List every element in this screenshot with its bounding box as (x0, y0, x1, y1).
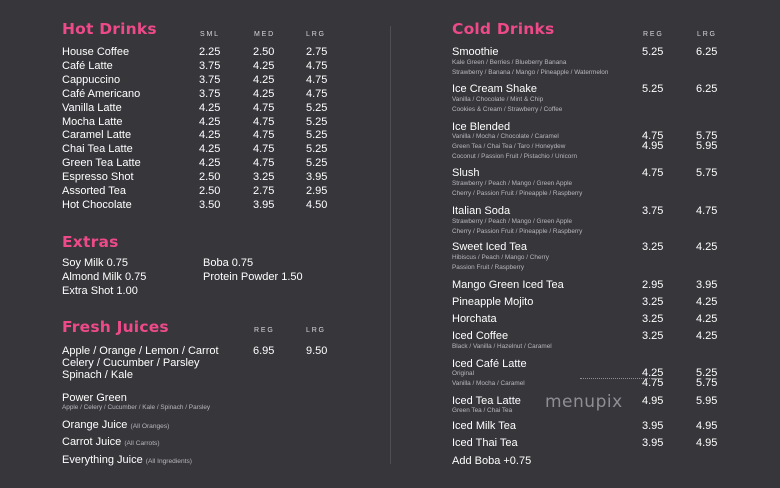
carrot-juice-name: Carrot Juice (62, 436, 122, 448)
everything-juice-note: (All Ingredients) (145, 458, 192, 465)
hot-drink-row (62, 156, 342, 170)
col-lrg: LRG (306, 327, 326, 334)
hot-drink-price-lrg: 2.95 (306, 185, 328, 197)
italian-soda-name: Italian Soda (452, 205, 511, 217)
iced-thai-tea-price-reg: 3.95 (642, 437, 664, 449)
blended-flavors: Green Tea / Chai Tea / Taro / Honeydew (452, 143, 566, 150)
hot-drink-name: Espresso Shot (62, 171, 134, 184)
hot-drink-price-med: 3.25 (253, 171, 275, 184)
fresh-juices-heading: Fresh Juices (62, 318, 169, 336)
extra-item: Soy Milk 0.75 (62, 257, 129, 269)
iced-coffee-price-reg: 3.25 (642, 330, 664, 342)
iced-cafe-latte-price-reg-2: 4.75 (642, 377, 664, 389)
hot-drink-row (62, 87, 342, 101)
smoothie-price-reg: 5.25 (642, 46, 664, 58)
iced-cafe-latte-price-lrg: 5.25 (696, 367, 718, 379)
hot-drink-price-lrg: 4.75 (306, 73, 328, 86)
iced-tea-latte-price-reg: 4.95 (642, 395, 664, 407)
horchata-price-reg: 3.25 (642, 313, 664, 325)
hot-drink-name: Caramel Latte (62, 129, 132, 142)
hot-drink-price-lrg: 5.25 (306, 115, 328, 128)
slush-price-lrg: 5.75 (696, 167, 718, 179)
everything-juice-name: Everything Juice (62, 454, 143, 466)
hot-drink-price-sml: 4.25 (199, 143, 221, 156)
shake-flavors: Vanilla / Chocolate / Mint & Chip (452, 96, 544, 103)
italian-soda-flavors: Strawberry / Peach / Mango / Green Apple (452, 218, 573, 225)
hot-drink-price-sml: 2.25 (199, 46, 221, 58)
hot-drink-price-lrg: 3.95 (306, 171, 328, 184)
iced-coffee-name: Iced Coffee (452, 330, 509, 342)
hot-drink-price-med: 4.75 (253, 143, 275, 156)
blended-flavors: Coconut / Passion Fruit / Pistachio / Unicorn (452, 153, 578, 160)
hot-drink-name: Assorted Tea (62, 185, 127, 197)
hot-drink-price-med: 4.25 (253, 73, 275, 86)
iced-coffee-price-lrg: 4.25 (696, 330, 718, 342)
blended-price-lrg: 5.75 (696, 130, 718, 142)
hot-drink-price-med: 4.75 (253, 129, 275, 142)
iced-coffee-flavors: Black / Vanilla / Hazelnut / Caramel (452, 343, 552, 350)
hot-drink-price-med: 3.95 (253, 198, 275, 211)
extras-heading: Extras (62, 233, 119, 251)
slush-price-reg: 4.75 (642, 167, 664, 179)
hot-drink-price-lrg: 5.25 (306, 143, 328, 156)
power-green-name: Power Green (62, 392, 127, 404)
hot-drink-name: Café Americano (62, 87, 141, 100)
italian-soda-flavors: Cherry / Passion Fruit / Pineapple / Raspberry (452, 228, 583, 235)
hot-drink-row (62, 45, 342, 59)
carrot-juice-row (62, 435, 160, 451)
iced-thai-tea-name: Iced Thai Tea (452, 437, 518, 449)
hot-drink-price-lrg: 4.50 (306, 198, 328, 211)
hot-drink-name: Green Tea Latte (62, 157, 141, 170)
juice-blend-line: Apple / Orange / Lemon / Carrot (62, 345, 219, 357)
sweet-tea-flavors: Passion Fruit / Raspberry (452, 264, 525, 271)
hot-drink-row (62, 128, 342, 142)
hot-drink-name: Chai Tea Latte (62, 143, 133, 156)
hot-drink-price-med: 4.25 (253, 59, 275, 72)
hot-drink-price-med: 4.25 (253, 87, 275, 100)
extra-item: Boba 0.75 (203, 257, 254, 269)
hot-drink-price-sml: 3.75 (199, 73, 221, 86)
hot-drink-name: Vanilla Latte (62, 101, 122, 114)
hot-drink-price-lrg: 5.25 (306, 101, 328, 114)
hot-drink-price-med: 4.75 (253, 157, 275, 170)
hot-drink-price-med: 2.75 (253, 185, 275, 197)
italian-soda-price-lrg: 4.75 (696, 205, 718, 217)
smoothie-flavors: Strawberry / Banana / Mango / Pineapple / Watermelon (452, 69, 609, 76)
hot-drink-name: House Coffee (62, 46, 130, 58)
juice-blend-price-lrg: 9.50 (306, 345, 328, 357)
watermark-dots (580, 378, 658, 379)
hot-drink-name: Hot Chocolate (62, 198, 132, 211)
juice-blend-line: Spinach / Kale (62, 369, 133, 381)
juice-blend-line: Celery / Cucumber / Parsley (62, 357, 200, 369)
menupix-watermark: menupix (545, 392, 623, 412)
col-sml: SML (200, 31, 220, 38)
italian-soda-price-reg: 3.75 (642, 205, 664, 217)
hot-drink-row (62, 170, 342, 184)
hot-drink-price-med: 2.50 (253, 46, 275, 58)
sweet-tea-price-lrg: 4.25 (696, 241, 718, 253)
cold-drinks-heading: Cold Drinks (452, 20, 555, 38)
iced-tea-latte-sub: Green Tea / Chai Tea (452, 407, 513, 414)
shake-price-reg: 5.25 (642, 83, 664, 95)
blended-price-reg-2: 4.95 (642, 140, 664, 152)
hot-drink-row (62, 142, 342, 156)
hot-drink-row (62, 59, 342, 73)
iced-cafe-latte-name: Iced Café Latte (452, 358, 527, 370)
horchata-price-lrg: 4.25 (696, 313, 718, 325)
hot-drink-price-lrg: 2.75 (306, 46, 328, 58)
hot-drink-price-sml: 4.25 (199, 101, 221, 114)
iced-thai-tea-price-lrg: 4.95 (696, 437, 718, 449)
iced-tea-latte-price-lrg: 5.95 (696, 395, 718, 407)
col-lrg: LRG (697, 31, 717, 38)
everything-juice-row (62, 453, 192, 469)
hot-drink-price-sml: 4.25 (199, 115, 221, 128)
add-boba: Add Boba +0.75 (452, 455, 532, 467)
hot-drink-row (62, 101, 342, 115)
iced-cafe-latte-sub: Vanilla / Mocha / Caramel (452, 380, 525, 387)
sweet-tea-name: Sweet Iced Tea (452, 241, 528, 253)
iced-tea-latte-name: Iced Tea Latte (452, 395, 521, 407)
hot-drink-price-med: 4.75 (253, 115, 275, 128)
col-reg: REG (643, 31, 664, 38)
hot-drink-price-sml: 4.25 (199, 157, 221, 170)
hot-drink-name: Mocha Latte (62, 115, 123, 128)
hot-drink-name: Café Latte (62, 59, 113, 72)
slush-flavors: Cherry / Passion Fruit / Pineapple / Raspberry (452, 190, 583, 197)
hot-drink-price-lrg: 5.25 (306, 129, 328, 142)
iced-milk-tea-name: Iced Milk Tea (452, 420, 516, 432)
sweet-tea-price-reg: 3.25 (642, 241, 664, 253)
mango-tea-price-reg: 2.95 (642, 279, 664, 291)
blended-price-reg: 4.75 (642, 130, 664, 142)
smoothie-price-lrg: 6.25 (696, 46, 718, 58)
shake-name: Ice Cream Shake (452, 83, 537, 95)
orange-juice-row (62, 418, 169, 434)
horchata-name: Horchata (452, 313, 497, 325)
mango-tea-name: Mango Green Iced Tea (452, 279, 564, 291)
iced-cafe-latte-price-lrg-2: 5.75 (696, 377, 718, 389)
shake-flavors: Cookies & Cream / Strawberry / Coffee (452, 106, 563, 113)
blended-name: Ice Blended (452, 121, 511, 133)
juice-blend-price-reg: 6.95 (253, 345, 275, 357)
smoothie-name: Smoothie (452, 46, 499, 58)
orange-juice-note: (All Oranges) (130, 423, 170, 430)
blended-price-lrg-2: 5.95 (696, 140, 718, 152)
iced-milk-tea-price-reg: 3.95 (642, 420, 664, 432)
power-green-ingredients: Apple / Celery / Cucumber / Kale / Spinach / Parsley (62, 404, 211, 411)
hot-drink-name: Cappuccino (62, 73, 121, 86)
sweet-tea-flavors: Hibiscus / Peach / Mango / Cherry (452, 254, 549, 261)
col-reg: REG (254, 327, 275, 334)
hot-drink-price-sml: 3.75 (199, 87, 221, 100)
blended-flavors: Vanilla / Mocha / Chocolate / Caramel (452, 133, 559, 140)
column-divider (390, 26, 391, 464)
hot-drink-price-sml: 3.75 (199, 59, 221, 72)
hot-drink-price-lrg: 5.25 (306, 157, 328, 170)
smoothie-flavors: Kale Green / Berries / Blueberry Banana (452, 59, 567, 66)
hot-drink-row (62, 73, 342, 87)
hot-drink-row (62, 115, 342, 129)
hot-drink-price-sml: 4.25 (199, 129, 221, 142)
iced-cafe-latte-price-reg: 4.25 (642, 367, 664, 379)
shake-price-lrg: 6.25 (696, 83, 718, 95)
mojito-price-lrg: 4.25 (696, 296, 718, 308)
hot-drink-row (62, 184, 342, 198)
mango-tea-price-lrg: 3.95 (696, 279, 718, 291)
hot-drink-row (62, 198, 342, 212)
col-lrg: LRG (306, 31, 326, 38)
hot-drink-price-lrg: 4.75 (306, 87, 328, 100)
mojito-name: Pineapple Mojito (452, 296, 534, 308)
hot-drink-price-sml: 2.50 (199, 171, 221, 184)
iced-cafe-latte-sub: Original (452, 370, 475, 377)
slush-name: Slush (452, 167, 480, 179)
mojito-price-reg: 3.25 (642, 296, 664, 308)
hot-drink-price-med: 4.75 (253, 101, 275, 114)
extra-item: Extra Shot 1.00 (62, 285, 138, 297)
col-med: MED (254, 31, 275, 38)
extra-item: Almond Milk 0.75 (62, 271, 147, 283)
hot-drink-price-sml: 3.50 (199, 198, 221, 211)
orange-juice-name: Orange Juice (62, 419, 128, 431)
hot-drink-price-sml: 2.50 (199, 185, 221, 197)
iced-milk-tea-price-lrg: 4.95 (696, 420, 718, 432)
carrot-juice-note: (All Carrots) (124, 440, 160, 447)
extra-item: Protein Powder 1.50 (203, 271, 303, 283)
hot-drinks-heading: Hot Drinks (62, 20, 157, 38)
hot-drink-price-lrg: 4.75 (306, 59, 328, 72)
slush-flavors: Strawberry / Peach / Mango / Green Apple (452, 180, 573, 187)
